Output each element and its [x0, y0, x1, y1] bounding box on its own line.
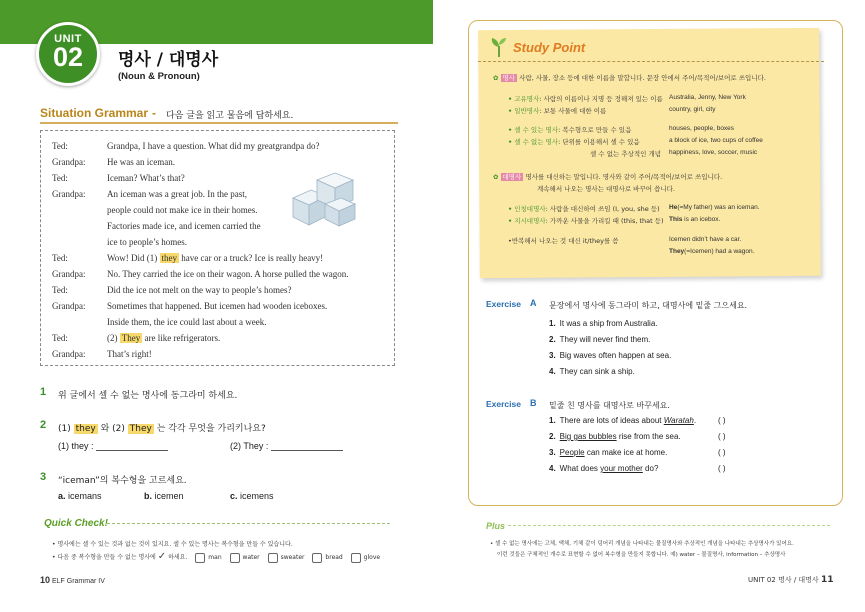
plus-line-2: 이런 것들은 구체적인 개수로 표현할 수 없어 복수형을 만들지 못합니다. 예) water – 물질명사, information – 추상명사 [497, 552, 786, 558]
answer-field[interactable]: ( ) [718, 448, 726, 457]
footer-right: UNIT 02 명사 / 대명사 11 [748, 575, 834, 585]
option-a[interactable]: a. icemans [58, 491, 102, 501]
answer-2-field[interactable]: (2) They : [230, 441, 343, 451]
ice-cubes-illustration [287, 170, 357, 228]
exercise-a-item[interactable]: 2. They will never find them. [549, 335, 651, 344]
divider [40, 122, 398, 124]
answer-1-field[interactable]: (1) they : [58, 441, 168, 451]
highlight-they: they [161, 253, 178, 263]
noun-row: • 셀 수 없는 명사: 단위를 이용해서 셀 수 있음 [508, 138, 640, 146]
exercise-a-item[interactable]: 3. Big waves often happen at sea. [549, 351, 672, 360]
dialogue-box: Ted: Grandpa, I have a question. What did my greatgrandpa do? Grandpa: He was an iceman. Ted: Iceman? What’s that? Grandpa: An iceman was a great job. In the past, people could not make ice in their homes. Factories made ice, and icemen carried the ice to people’s homes. Ted: Wow! Did (1) they have car or a truck? Ice is really heavy! Grandpa: No. They carried the ice on their wagon. A horse pulled the wagon. Ted: Did the ice not melt on the way to people’s homes? Grandpa: Sometimes that happened. But icemen had wooden iceboxes. Inside them, the ice could last about a week. Ted: (2) They are like refrigerators. Grandpa: That’s right! [40, 130, 395, 366]
divider [508, 525, 830, 526]
exercise-b-item: 1. There are lots of ideas about Waratah. [549, 416, 697, 425]
noun-row: 셀 수 없는 추상적인 개념 [590, 150, 662, 158]
highlight-they-2: They [121, 333, 141, 343]
noun-row-example: country, girl, city [669, 106, 716, 113]
exercise-b-letter: B [530, 398, 537, 408]
quick-check-line-1: • 명사에는 셀 수 있는 것과 없는 것이 있지요. 셀 수 있는 명사는 복수형을 만들 수 있습니다. [52, 541, 293, 548]
pronoun-row-example: Icemen didn’t have a car. [669, 236, 742, 243]
study-point-title: Study Point [513, 40, 586, 55]
noun-definition: ✿ 명사 사람, 사물, 장소 등에 대한 이름을 말합니다. 문장 안에서 주어/목적어/보어로 쓰입니다. [493, 74, 766, 82]
divider [107, 523, 390, 524]
quick-check-title: Quick Check! [44, 518, 108, 529]
pronoun-row-example: This is an icebox. [669, 216, 721, 223]
exercise-a-item[interactable]: 1. It was a ship from Australia. [549, 319, 658, 328]
question-3-number: 3 [40, 471, 47, 483]
checkbox-man[interactable] [195, 553, 205, 563]
page-title: 명사 / 대명사 [118, 50, 219, 70]
question-2-text: (1) they 와 (2) They 는 각각 무엇을 가리키나요? [58, 424, 266, 434]
option-b[interactable]: b. icemen [144, 491, 184, 501]
situation-grammar-dash: - [152, 106, 156, 120]
pronoun-row: •반복해서 나오는 것 대신 it/they를 씀 [508, 237, 619, 245]
noun-row-example: happiness, love, soccer, music [669, 149, 758, 156]
exercise-b-item: 4. What does your mother do? [549, 464, 659, 473]
noun-row: • 셀 수 있는 명사: 복수형으로 만들 수 있음 [508, 126, 632, 134]
exercise-b-item: 2. Big gas bubbles rise from the sea. [549, 432, 681, 441]
sprout-icon [489, 36, 509, 58]
footer-left: 10 ELF Grammar IV [40, 575, 105, 585]
pronoun-row-example: They(=Icemen) had a wagon. [669, 248, 755, 255]
divider [478, 61, 824, 62]
answer-field[interactable]: ( ) [718, 432, 726, 441]
checkbox-sweater[interactable] [268, 553, 278, 563]
exercise-a-label: Exercise [486, 299, 521, 309]
pronoun-definition: ✿ 대명사 명사를 대신하는 말입니다. 명사와 같이 주어/목적어/보어로 쓰입니다. [493, 173, 723, 181]
option-c[interactable]: c. icemens [230, 491, 274, 501]
question-2-number: 2 [40, 419, 47, 431]
unit-label: UNIT [54, 33, 82, 45]
checkbox-water[interactable] [230, 553, 240, 563]
noun-row: • 일반명사: 보통 사물에 대한 이름 [508, 107, 607, 115]
pronoun-row: • 지시대명사: 가까운 사물을 가리킬 때 (this, that 등) [508, 217, 664, 225]
exercise-b-label: Exercise [486, 399, 521, 409]
unit-number: 02 [52, 42, 84, 72]
noun-row: • 고유명사: 사람의 이름이나 지명 등 정해져 있는 이름 [508, 95, 663, 103]
exercise-a-item[interactable]: 4. They can sink a ship. [549, 367, 635, 376]
noun-row-example: a block of ice, two cups of coffee [669, 137, 763, 144]
exercise-a-instruction: 문장에서 명사에 동그라미 하고, 대명사에 밑줄 그으세요. [549, 301, 748, 310]
noun-row-example: houses, people, boxes [669, 125, 735, 132]
page-subtitle: (Noun & Pronoun) [118, 71, 200, 82]
situation-grammar-title: Situation Grammar [40, 106, 149, 120]
question-1-number: 1 [40, 386, 47, 398]
answer-field[interactable]: ( ) [718, 464, 726, 473]
plus-title: Plus [486, 521, 506, 531]
unit-badge [36, 22, 100, 86]
noun-row-example: Australia, Jenny, New York [669, 94, 746, 101]
answer-field[interactable]: ( ) [718, 416, 726, 425]
pronoun-row: • 인칭대명사: 사람을 대신하여 쓰임 (I, you, she 등) [508, 205, 660, 213]
pronoun-definition-2: 계속해서 나오는 명사는 대명사로 바꾸어 씁니다. [537, 185, 675, 193]
situation-grammar-instruction: 다음 글을 읽고 물음에 답하세요. [166, 111, 294, 121]
pronoun-row-example: He(=My father) was an iceman. [669, 204, 760, 211]
checkbox-bread[interactable] [312, 553, 322, 563]
exercise-a-letter: A [530, 298, 537, 308]
check-icon: ✓ [157, 551, 167, 562]
checkbox-glove[interactable] [351, 553, 361, 563]
exercise-b-item: 3. People can make ice at home. [549, 448, 668, 457]
question-3-text: “iceman”의 복수형을 고르세요. [58, 476, 187, 486]
question-1-text: 위 글에서 셀 수 없는 명사에 동그라미 하세요. [58, 391, 238, 401]
exercise-b-instruction: 밑줄 친 명사를 대명사로 바꾸세요. [549, 401, 670, 410]
plus-line-1: • 셀 수 없는 명사에는 고체, 액체, 기체 같이 덩어리 개념을 나타내는 물질명사와 추상적인 개념을 나타내는 추상명사가 있어요. [490, 541, 794, 547]
quick-check-line-2: • 다음 중 복수형을 만들 수 없는 명사에 ✓ 하세요. man water sweater bread glove [52, 551, 381, 562]
